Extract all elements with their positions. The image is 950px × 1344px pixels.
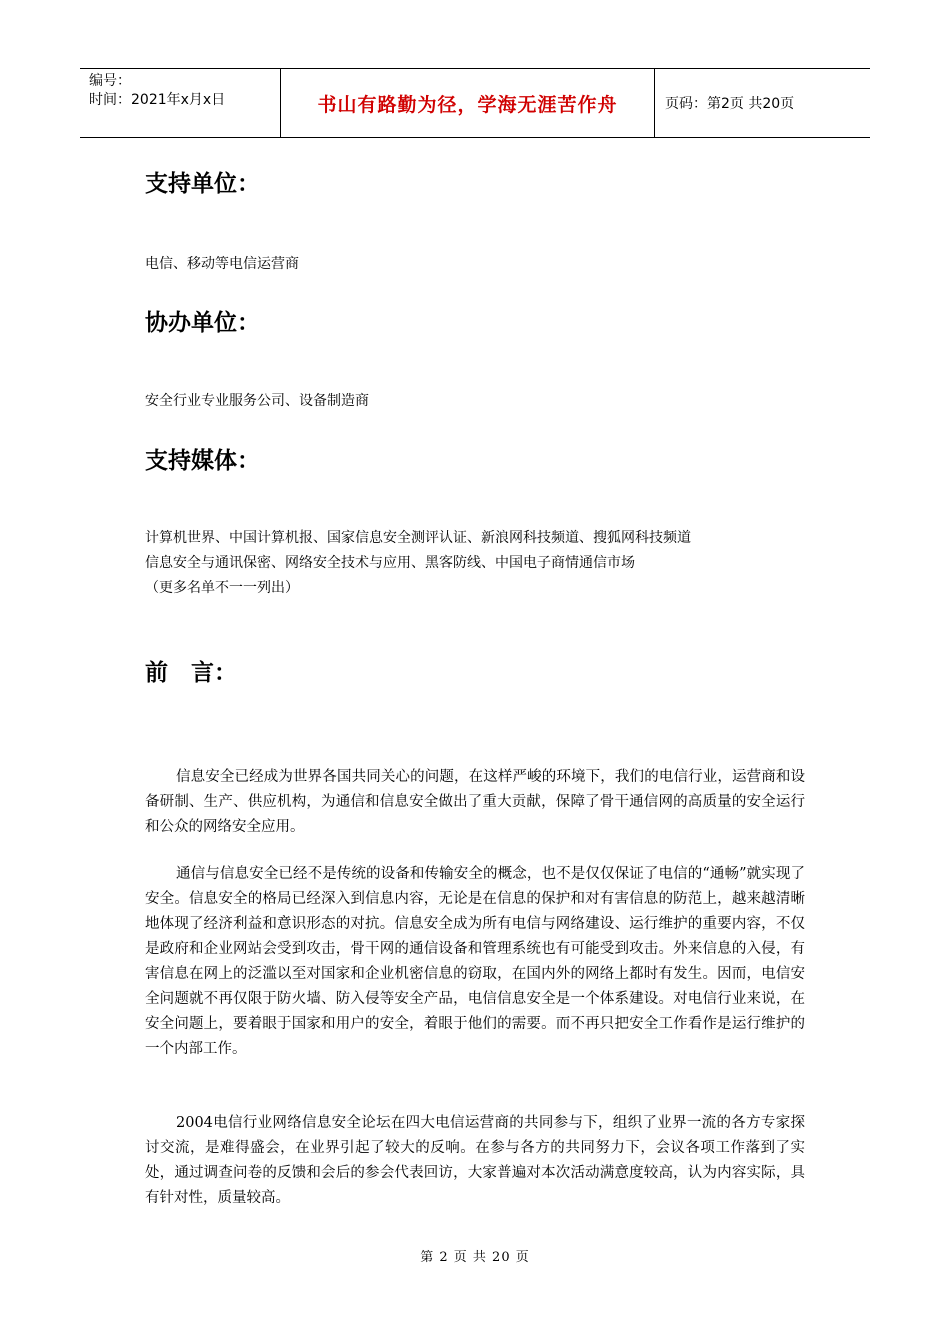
support-media-line: 计算机世界、中国计算机报、国家信息安全测评认证、新浪网科技频道、搜狐网科技频道 (145, 530, 691, 546)
header-meta (80, 69, 281, 137)
co-organizers-text: 安全行业专业服务公司、设备制造商 (145, 393, 369, 409)
co-organizers-heading: 协办单位： (145, 310, 260, 336)
preface-paragraph: 2004电信行业网络信息安全论坛在四大电信运营商的共同参与下，组织了业界一流的各方专家探讨交流，是难得盛会，在业界引起了较大的反响。在参与各方的共同努力下，会议各项工作落到了实处，通过调查问卷的反馈和会后的参会代表回访，大家普遍对本次活动满意度较高，认为内容实际，具有针对性，质量较高。 (145, 1115, 805, 1206)
page-header (80, 68, 870, 138)
header-motto: 书山有路勤为径，学海无涯苦作舟 (281, 69, 655, 137)
preface-heading: 前 言： (145, 660, 237, 686)
header-page-info: 页码：第2页 共20页 (665, 96, 795, 112)
document-number-label: 编号： (89, 73, 131, 89)
support-units-heading: 支持单位： (145, 171, 260, 197)
preface-paragraph: 通信与信息安全已经不是传统的设备和传输安全的概念，也不是仅仅保证了电信的“通畅”就实现了安全。信息安全的格局已经深入到信息内容，无论是在信息的保护和对有害信息的防范上，越来越清晰地体现了经济利益和意识形态的对抗。信息安全成为所有电信与网络建设、运行维护的重要内容，不仅是政府和企业网站会受到攻击，骨干网的通信设备和管理系统也有可能受到攻击。外来信息的入侵，有害信息在网上的泛滥以至对国家和企业机密信息的窃取，在国内外的网络上都时有发生。因而，电信安全问题就不再仅限于防火墙、防入侵等安全产品，电信信息安全是一个体系建设。对电信行业来说，在安全问题上，要着眼于国家和用户的安全，着眼于他们的需要。而不再只把安全工作看作是运行维护的一个内部工作。 (145, 866, 805, 1057)
support-media-heading: 支持媒体： (145, 448, 260, 474)
page-footer: 第 2 页 共 20 页 (420, 1250, 530, 1265)
document-time-label: 时间：2021年x月x日 (89, 92, 226, 108)
support-units-text: 电信、移动等电信运营商 (145, 256, 299, 272)
preface-paragraph: 信息安全已经成为世界各国共同关心的问题，在这样严峻的环境下，我们的电信行业，运营商和设备研制、生产、供应机构，为通信和信息安全做出了重大贡献，保障了骨干通信网的高质量的安全运行和公众的网络安全应用。 (145, 769, 805, 835)
support-media-line: 信息安全与通讯保密、网络安全技术与应用、黑客防线、中国电子商情通信市场 (145, 555, 635, 571)
support-media-note: （更多名单不一一列出） (145, 580, 299, 596)
